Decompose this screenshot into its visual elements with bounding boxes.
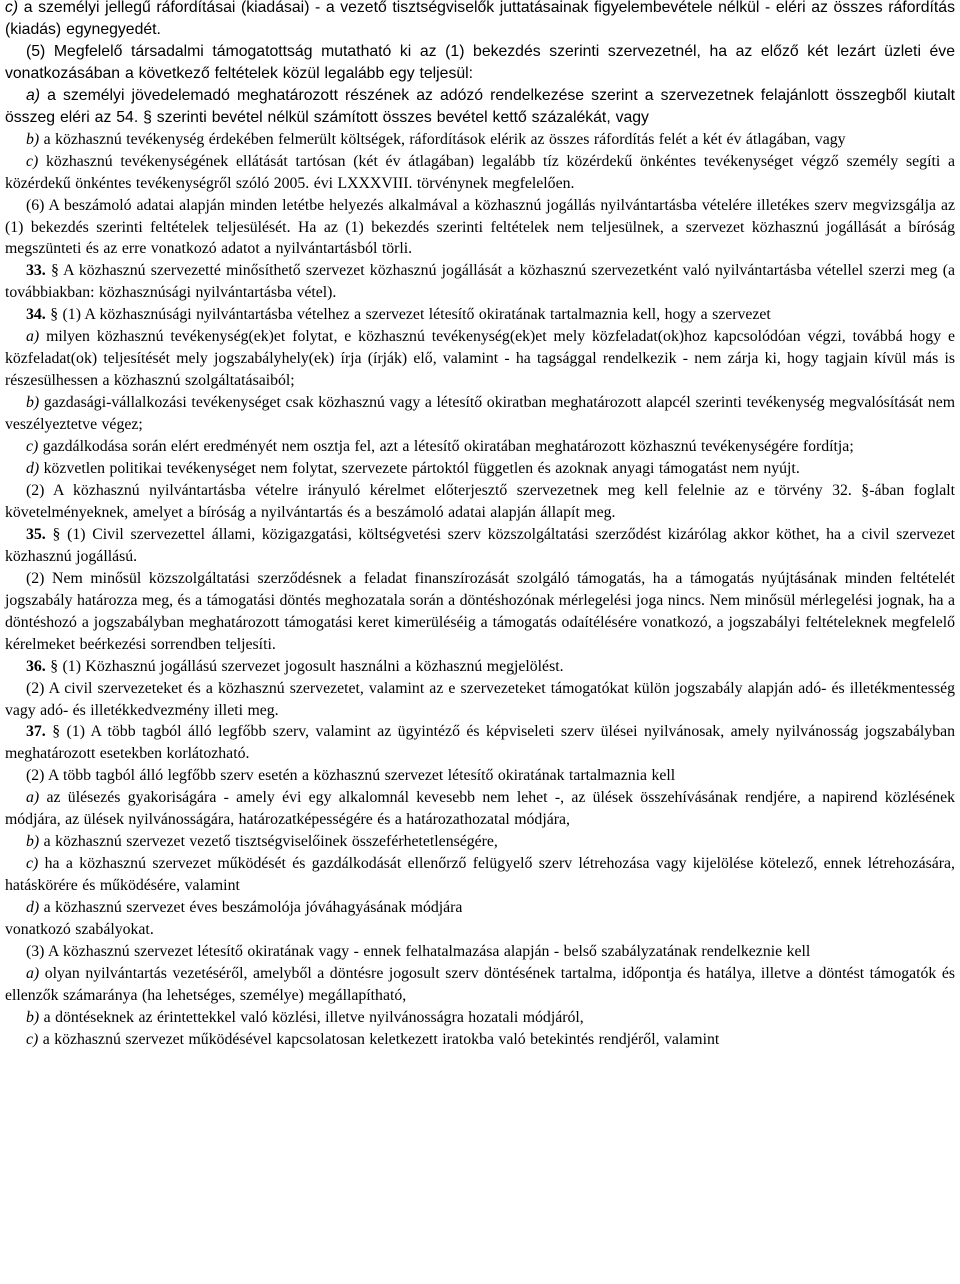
paragraph — [5, 41, 955, 85]
point-label: b) — [26, 394, 40, 412]
paragraph-text: a közhasznú szervezet éves beszámolója jóváhagyásának módjára — [43, 899, 463, 917]
paragraph-text: § A közhasznú szervezetté minősíthető szervezet közhasznú jogállását a közhasznú szervezetként való nyilvántartásba vétellel szerzi meg (a továbbiakban: közhasznúsági nyilvántartásba vétel). — [5, 262, 955, 302]
point-label: a) — [26, 789, 40, 807]
paragraph — [5, 568, 955, 656]
point-label: d) — [26, 460, 40, 478]
paragraph — [5, 853, 955, 897]
paragraph-text: a döntéseknek az érintettekkel való közlési, illetve nyilvánosságra hozatali módjáról, — [43, 1008, 584, 1026]
section-number: 33. — [26, 262, 46, 280]
paragraph-text: (5) Megfelelő társadalmi támogatottság mutatható ki az (1) bekezdés szerinti szervezetnél, ha az előző két lezárt üzleti éve vonatkozásában a következő feltételek közül legalább egy teljesül: — [5, 42, 955, 82]
section-number: 35. — [26, 525, 46, 543]
point-label: a) — [26, 964, 40, 982]
paragraph-text: ha a közhasznú szervezet működését és gazdálkodását ellenőrző felügyelő szerv létrehozása vagy kijelölése kötelező, ennek létrehozására, hatáskörére és működésére, valamint — [5, 855, 955, 895]
paragraph-text: az ülésezés gyakoriságára - amely évi egy alkalomnál kevesebb nem lehet -, az ülések összehívásának rendjére, a napirend közlésének módjára, az ülések nyilvánosságára, határozatképességére és a határozathozatal módjára, — [5, 789, 956, 829]
paragraph — [5, 765, 955, 787]
paragraph-text: a személyi jövedelemadó meghatározott részének az adózó rendelkezése szerint a szervezetnek felajánlott összegből kiutalt összeg eléri az 54. § szerinti bevétel nélkül számított összes bevétel kettő százalékát, vagy — [5, 86, 955, 126]
paragraph — [5, 787, 955, 831]
point-label: c) — [26, 152, 39, 170]
paragraph — [5, 260, 955, 304]
paragraph — [5, 678, 955, 722]
paragraph-text: § (1) Civil szervezettel állami, közigazgatási, költségvetési szerv közszolgáltatási szerződést kizárólag akkor köthet, ha a civil szervezet közhasznú jogállású. — [5, 525, 955, 565]
paragraph-text: (2) Nem minősül közszolgáltatási szerződésnek a feladat finanszírozását szolgáló támogatás, ha a támogatás nyújtásának minden feltételét jogszabály határozza meg, és a támogatási döntés meghozatala során a döntéshozónak mérlegelési joga nincs. Nem minősül mérlegelési jognak, ha a döntéshozó a jogszabályban meghatározott támogatási keret kimerüléséig a támogatás odaítélésére vonatkozó, a jogszabályi feltételeknek megfelelő kérelmeket beérkezési sorrendben teljesíti. — [5, 569, 955, 653]
point-label: b) — [26, 130, 40, 148]
paragraph — [5, 1007, 955, 1029]
paragraph-text: gazdasági-vállalkozási tevékenységet csak közhasznú vagy a létesítő okiratban meghatározott alapcél szerinti tevékenység megvalósítását nem veszélyeztetve végez; — [5, 394, 955, 434]
paragraph — [5, 831, 955, 853]
point-label: c) — [26, 855, 39, 873]
paragraph-text: közhasznú tevékenységének ellátását tartósan (két év átlagában) legalább tíz közérdekű önkéntes tevékenységet végző személy segíti a közérdekű önkéntes tevékenységről szóló 2005. évi LXXXVIII. törvénynek megfelelően. — [5, 152, 955, 192]
paragraph — [5, 195, 955, 261]
section-number: 34. — [26, 306, 46, 324]
point-label: b) — [26, 833, 40, 851]
point-label: a) — [26, 86, 41, 104]
point-label: a) — [26, 328, 40, 346]
point-label: d) — [26, 899, 40, 917]
point-label: c) — [26, 438, 39, 456]
paragraph — [5, 721, 955, 765]
paragraph — [5, 524, 955, 568]
paragraph — [5, 897, 955, 919]
paragraph-text: olyan nyilvántartás vezetéséről, amelyből a döntésre jogosult szerv döntésének tartalma, időpontja és hatálya, illetve a döntést támogatók és ellenzők számaránya (ha lehetséges, személye) megállapítható, — [5, 964, 955, 1004]
paragraph-text: gazdálkodása során elért eredményét nem osztja fel, azt a létesítő okiratában meghatározott közhasznú tevékenységére fordítja; — [42, 438, 854, 456]
paragraph-text: (2) A közhasznú nyilvántartásba vételre irányuló kérelmet előterjesztő szervezetnek meg kell felelnie az e törvény 32. §-ában foglalt követelményeknek, amelyet a bíróság a nyilvántartás és a beszámoló adatai alapján állapít meg. — [5, 481, 955, 521]
paragraph — [5, 480, 955, 524]
paragraph — [5, 0, 955, 41]
paragraph — [5, 85, 955, 129]
document-page — [5, 0, 955, 1051]
paragraph-text: milyen közhasznú tevékenység(ek)et folytat, e közhasznú tevékenység(ek)et mely közfeladat(ok)hoz kapcsolódóan végzi, továbbá hogy e közfeladat(ok) teljesítését mely jogszabályhely(ek) írja (írják) elő, valamint - ha tagsággal rendelkezik - nem zárja ki, hogy tagjain kívül más is részesülhessen a közhasznú szolgáltatásaiból; — [5, 328, 956, 390]
paragraph — [5, 656, 955, 678]
paragraph-text: § (1) A több tagból álló legfőbb szerv, valamint az ügyintéző és képviseleti szerv ülései nyilvánosak, amely nyilvánosság jogszabályban meghatározott esetekben korlátozható. — [5, 723, 956, 763]
paragraph-text: a közhasznú tevékenység érdekében felmerült költségek, ráfordítások elérik az összes ráfordítás felét a két év átlagában, vagy — [43, 130, 846, 148]
paragraph — [5, 392, 955, 436]
paragraph-text: közvetlen politikai tevékenységet nem folytat, szervezete pártoktól független és azoknak anyagi támogatást nem nyújt. — [43, 460, 800, 478]
paragraph-text: § (1) A közhasznúsági nyilvántartásba vételhez a szervezet létesítő okiratának tartalmaznia kell, hogy a szervezet — [50, 306, 771, 324]
section-number: 37. — [26, 723, 46, 741]
paragraph — [5, 963, 955, 1007]
paragraph — [5, 151, 955, 195]
paragraph — [5, 919, 955, 941]
paragraph — [5, 941, 955, 963]
paragraph — [5, 458, 955, 480]
paragraph-text: a közhasznú szervezet vezető tisztségviselőinek összeférhetetlenségére, — [43, 833, 498, 851]
section-number: 36. — [26, 657, 46, 675]
paragraph-text: (3) A közhasznú szervezet létesítő okiratának vagy - ennek felhatalmazása alapján - belső szabályzatának rendelkeznie kell — [26, 942, 811, 960]
paragraph — [5, 436, 955, 458]
paragraph-text: a közhasznú szervezet működésével kapcsolatosan keletkezett iratokba való betekintés rendjéről, valamint — [42, 1030, 720, 1048]
point-label: b) — [26, 1008, 40, 1026]
paragraph — [5, 326, 955, 392]
paragraph-text: a személyi jellegű ráfordításai (kiadásai) - a vezető tisztségviselők juttatásainak figyelembevétele nélkül - eléri az összes ráfordítás (kiadás) egynegyedét. — [5, 0, 955, 38]
paragraph-text: § (1) Közhasznú jogállású szervezet jogosult használni a közhasznú megjelölést. — [50, 657, 564, 675]
point-label: c) — [5, 0, 19, 16]
paragraph — [5, 129, 955, 151]
paragraph — [5, 1029, 955, 1051]
paragraph-text: (2) A civil szervezeteket és a közhasznú szervezetet, valamint az e szervezeteket támogatókat külön jogszabály alapján adó- és illetékmentesség vagy adó- és illetékkedvezmény illeti meg. — [5, 679, 955, 719]
paragraph-text: (6) A beszámoló adatai alapján minden letétbe helyezés alkalmával a közhasznú jogállás nyilvántartásba vételére illetékes szerv megvizsgálja az (1) bekezdés szerinti feltételek teljesülését. Ha az (1) bekezdés szerinti feltételek nem teljesülnek, a szervezet közhasznú jogállását a bíróság megszünteti és az erre vonatkozó adatot a nyilvántartásból törli. — [5, 196, 955, 258]
point-label: c) — [26, 1030, 39, 1048]
paragraph-text: (2) A több tagból álló legfőbb szerv esetén a közhasznú szervezet létesítő okiratának tartalmaznia kell — [26, 767, 676, 785]
paragraph — [5, 304, 955, 326]
paragraph-text: vonatkozó szabályokat. — [5, 921, 154, 939]
